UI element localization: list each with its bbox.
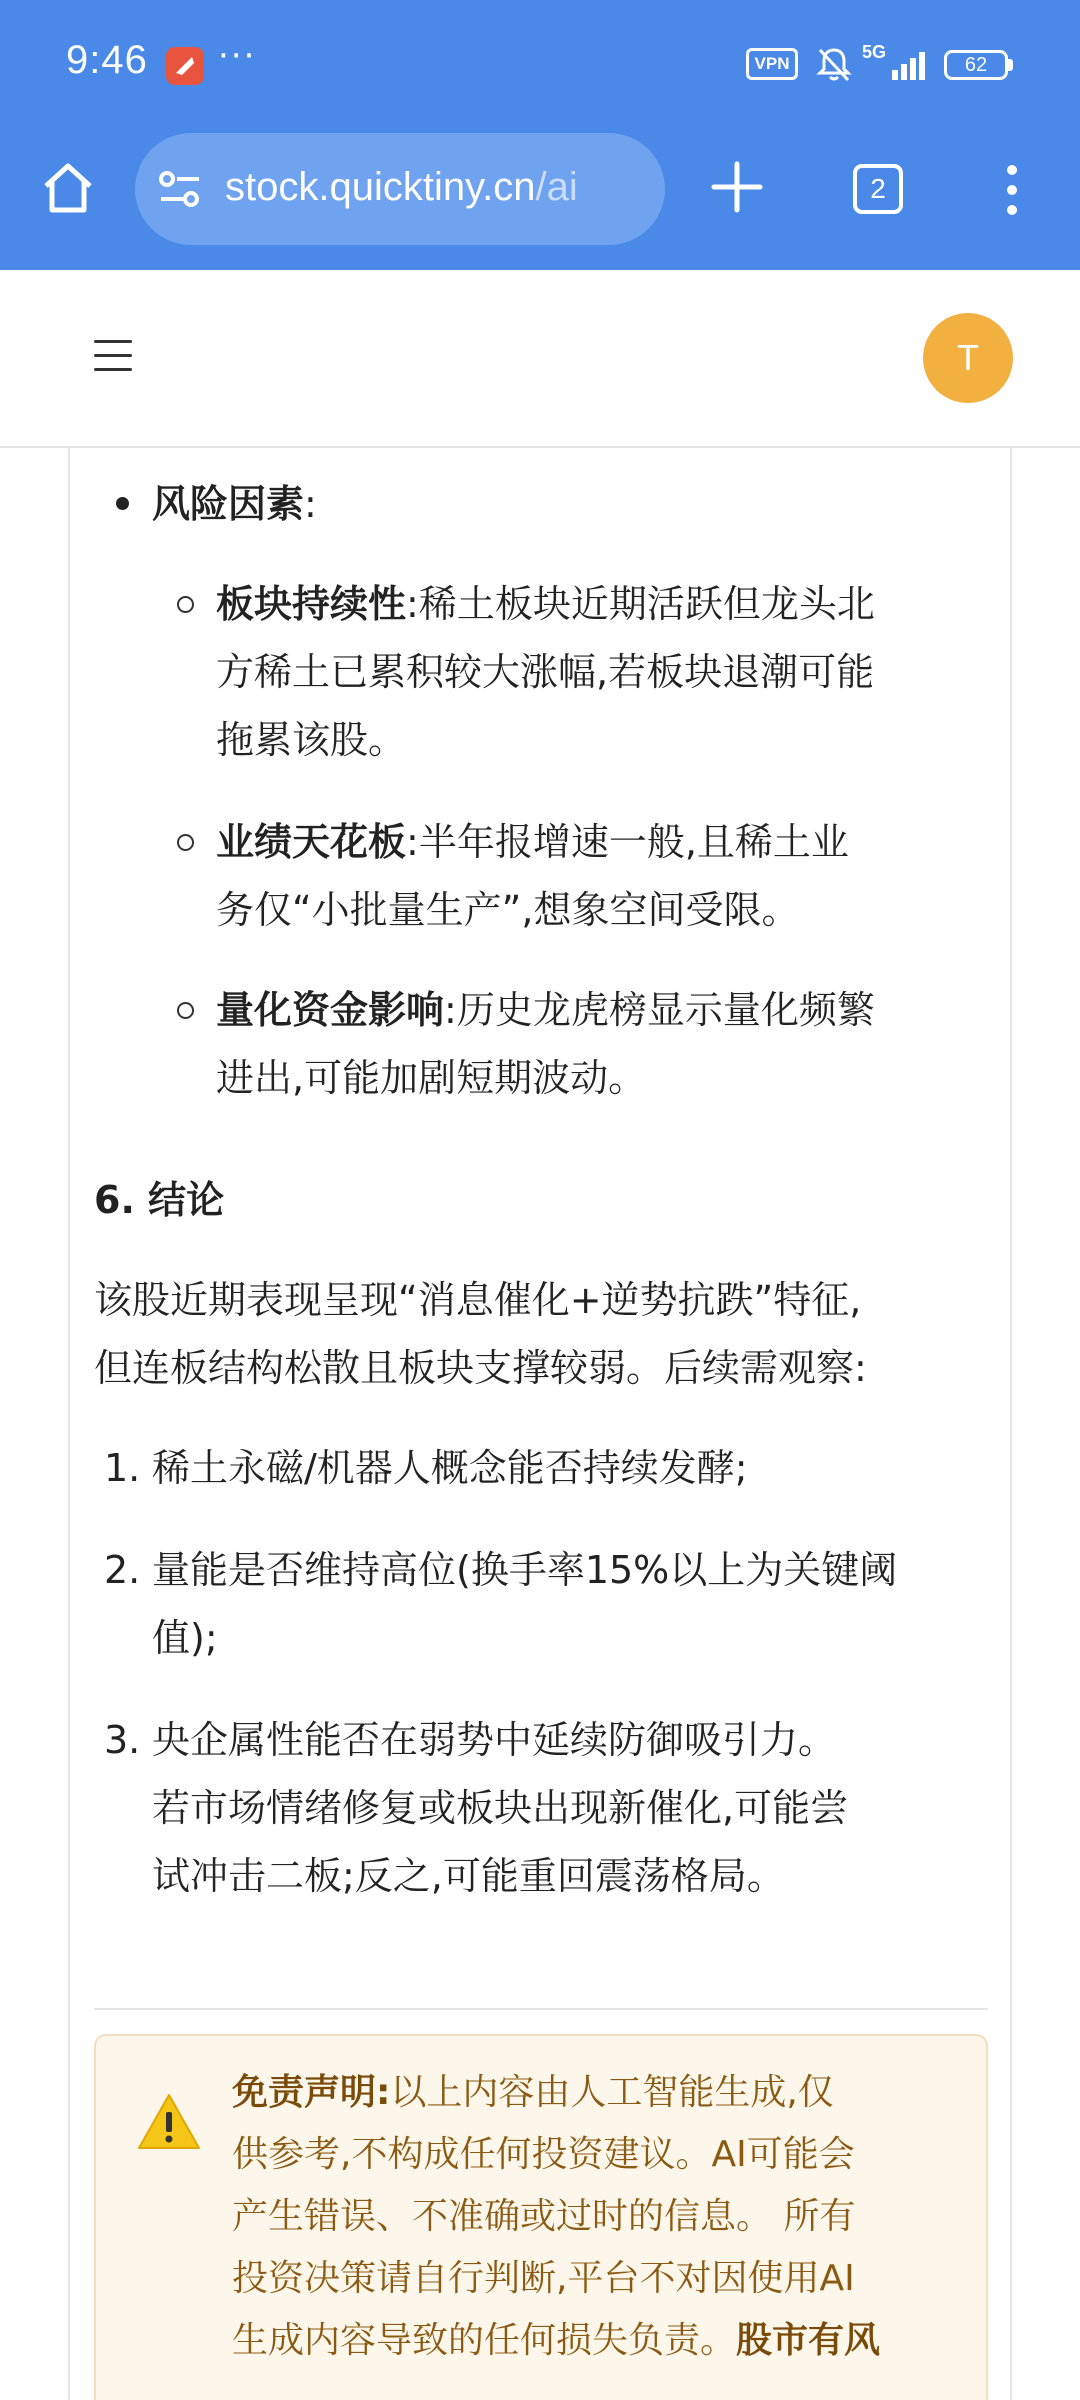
- url-host: stock.quicktiny.cn: [225, 165, 536, 209]
- more-notifications-icon: ···: [218, 36, 257, 76]
- list-item: 试冲击二板;反之,可能重回震荡格局。: [152, 1854, 785, 1898]
- network-type: 5G: [862, 42, 887, 62]
- list-item: 若市场情绪修复或板块出现新催化,可能尝: [152, 1786, 849, 1830]
- user-avatar[interactable]: T: [923, 313, 1013, 403]
- url-path: /ai: [535, 165, 578, 209]
- list-number: 3.: [104, 1718, 141, 1762]
- risk-item-line: 务仅“小批量生产”,想象空间受限。: [216, 888, 800, 932]
- risk-heading-colon: :: [304, 482, 317, 526]
- risk-text: :半年报增速一般,且稀土业: [406, 820, 849, 864]
- bullet-ring: [177, 1002, 194, 1019]
- risk-heading-text: 风险因素: [152, 482, 305, 526]
- conclusion-heading: 6. 结论: [94, 1178, 225, 1222]
- url-text[interactable]: [225, 165, 655, 210]
- disclaimer-line: 投资决策请自行判断,平台不对因使用AI: [232, 2258, 855, 2299]
- bullet-ring: [177, 596, 194, 613]
- vpn-icon: VPN: [746, 48, 798, 80]
- bell-muted-icon: [814, 44, 854, 88]
- disclaimer-line: 供参考,不构成任何投资建议。AI可能会: [232, 2134, 855, 2175]
- list-item: 量能是否维持高位(换手率15%以上为关键阈: [152, 1548, 898, 1592]
- battery-icon: 62: [944, 50, 1008, 80]
- site-header: [0, 270, 1080, 448]
- status-time: 9:46: [66, 38, 148, 82]
- risk-item-line: 拖累该股。: [216, 718, 407, 762]
- risk-heading: [152, 470, 317, 538]
- risk-title: 板块持续性: [216, 582, 407, 626]
- disclaimer-text: [232, 2062, 962, 2372]
- address-bar[interactable]: [135, 133, 665, 245]
- hamburger-menu-icon[interactable]: [94, 340, 132, 374]
- list-item: 值);: [152, 1616, 218, 1660]
- app-notification-icon: [166, 47, 204, 85]
- disclaimer-line: 产生错误、不准确或过时的信息。 所有: [232, 2196, 856, 2237]
- disclaimer-line-text: 生成内容导致的任何损失负责。: [232, 2320, 737, 2361]
- disclaimer-label: 免责声明:: [232, 2072, 391, 2113]
- signal-icon: [890, 50, 930, 84]
- disclaimer-box: [94, 2034, 988, 2400]
- disclaimer-line: [232, 2310, 962, 2372]
- battery-tip: [1008, 59, 1013, 71]
- conclusion-text: 该股近期表现呈现“消息催化+逆势抗跌”特征,: [94, 1278, 862, 1322]
- site-settings-icon[interactable]: [157, 169, 203, 213]
- risk-text: :稀土板块近期活跃但龙头北: [406, 582, 875, 626]
- risk-item-line: [216, 570, 875, 638]
- divider: [94, 2008, 988, 2010]
- disclaimer-line-text: 以上内容由人工智能生成,仅: [390, 2072, 834, 2113]
- risk-item-line: [216, 976, 875, 1044]
- list-number: 2.: [104, 1548, 141, 1592]
- tab-switcher-button[interactable]: 2: [853, 164, 903, 214]
- disclaimer-line: [232, 2062, 962, 2124]
- list-number: 1.: [104, 1446, 141, 1490]
- risk-item-line: 进出,可能加剧短期波动。: [216, 1056, 647, 1100]
- risk-title: 业绩天花板: [216, 820, 407, 864]
- bullet-ring: [177, 834, 194, 851]
- home-button[interactable]: [38, 158, 98, 218]
- disclaimer-risk-warning: 股市有风: [736, 2320, 881, 2361]
- bullet-dot: [116, 497, 129, 510]
- list-item: 稀土永磁/机器人概念能否持续发酵;: [152, 1446, 748, 1490]
- risk-title: 量化资金影响: [216, 988, 445, 1032]
- list-item: 央企属性能否在弱势中延续防御吸引力。: [152, 1718, 837, 1762]
- new-tab-button[interactable]: [710, 160, 764, 214]
- status-bar: [0, 0, 1080, 130]
- risk-text: :历史龙虎榜显示量化频繁: [444, 988, 875, 1032]
- risk-item-line: 方稀土已累积较大涨幅,若板块退潮可能: [216, 650, 875, 694]
- conclusion-text: 但连板结构松散且板块支撑较弱。后续需观察:: [94, 1346, 867, 1390]
- warning-icon: [136, 2092, 202, 2156]
- risk-item-line: [216, 808, 849, 876]
- browser-menu-button[interactable]: [1000, 162, 1024, 218]
- browser-chrome: [0, 0, 1080, 270]
